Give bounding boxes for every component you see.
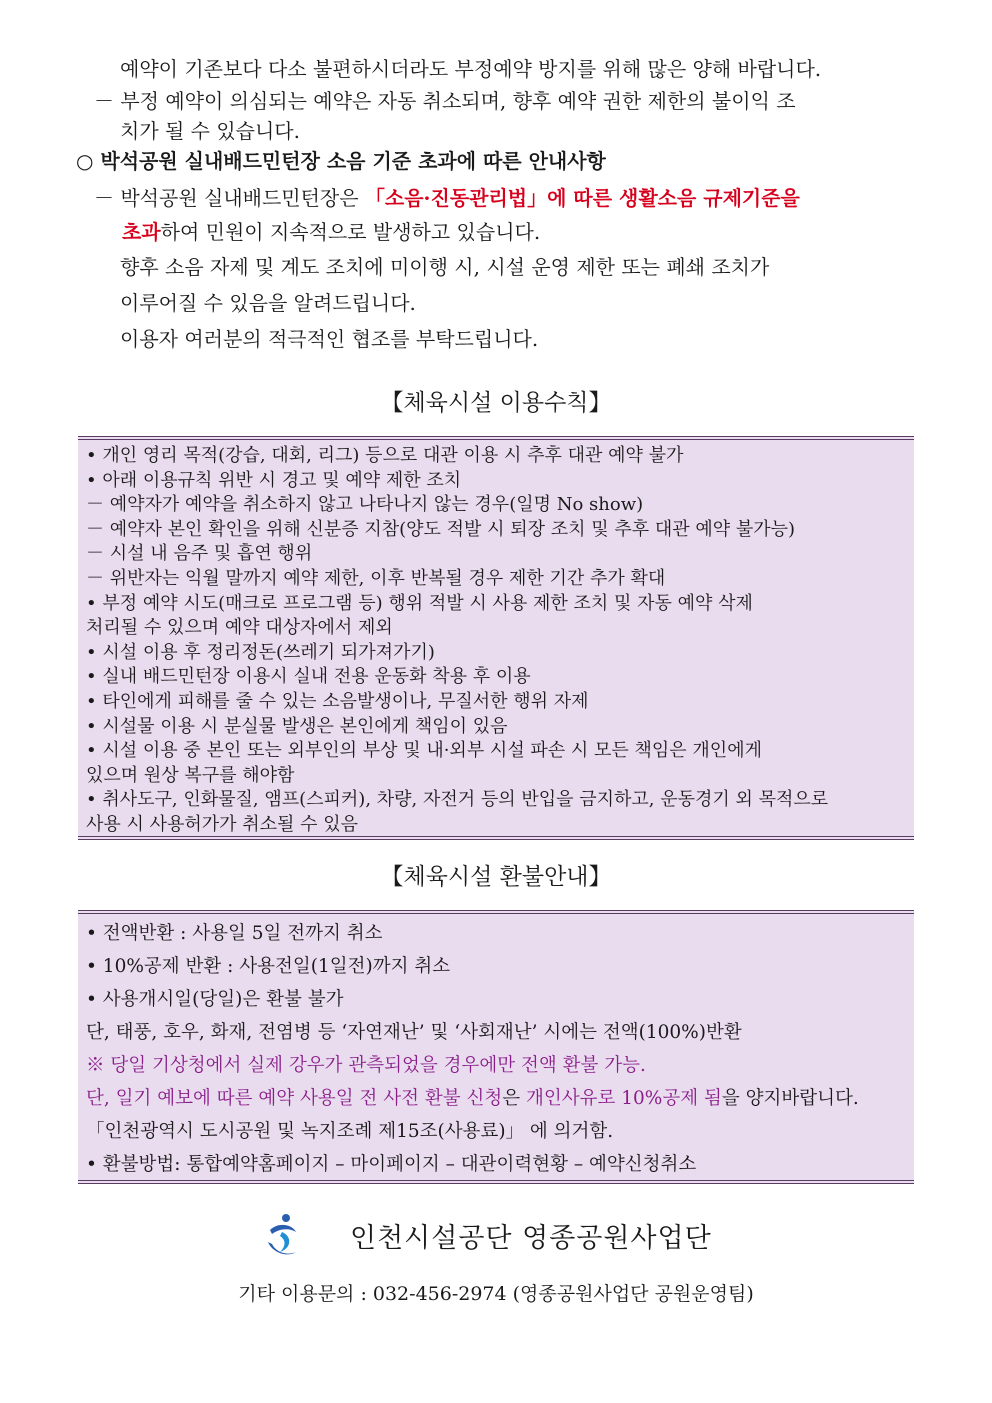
rule-item: • 시설물 이용 시 분실물 발생은 본인에게 책임이 있음 — [86, 715, 508, 737]
refund-ordinance: 「인천광역시 도시공원 및 녹지조례 제15조(사용료)」 에 의거함. — [86, 1121, 614, 1142]
rule-item: 사용 시 사용허가가 취소될 수 있음 — [86, 814, 359, 835]
rules-box — [78, 436, 914, 840]
rule-item: • 아래 이용규칙 위반 시 경고 및 예약 제한 조치 — [86, 469, 462, 491]
rule-item: － 위반자는 익월 말까지 예약 제한, 이후 반복될 경우 제한 기간 추가 확대 — [86, 568, 666, 589]
exceed-highlight: 초과 — [122, 220, 161, 244]
rule-item: • 시설 이용 후 정리정돈(쓰레기 되가져가기) — [86, 641, 435, 663]
refund-method: • 환불방법: 통합예약홈페이지 – 마이페이지 – 대관이력현황 – 예약신청취소 — [86, 1154, 697, 1175]
refund-title: 【체육시설 환불안내】 — [380, 864, 612, 890]
refund-box — [78, 910, 914, 1184]
noise-text: － 박석공원 실내배드민턴장은 — [94, 186, 365, 210]
forecast-mid: 은 — [502, 1088, 526, 1109]
refund-full: • 전액반환 : 사용일 5일 전까지 취소 — [86, 923, 383, 944]
rule-item: － 예약자 본인 확인을 위해 신분증 지참(양도 적발 시 퇴장 조치 및 추후 대관 예약 불가능) — [86, 518, 796, 540]
forecast-end: 을 양지바랍니다. — [721, 1088, 859, 1109]
rules-title: 【체육시설 이용수칙】 — [380, 390, 612, 416]
noise-paragraph-line-2 — [122, 219, 540, 245]
notice-line-3: 치가 될 수 있습니다. — [120, 119, 300, 143]
noise-law-highlight: 「소음·진동관리법」에 따른 생활소음 규제기준을 — [364, 186, 800, 210]
org-logo-icon — [262, 1212, 304, 1260]
rule-item: 있으며 원상 복구를 해야함 — [86, 764, 295, 786]
noise-text: 하여 민원이 지속적으로 발생하고 있습니다. — [160, 220, 541, 244]
noise-paragraph-line-3: 향후 소음 자제 및 계도 조치에 미이행 시, 시설 운영 제한 또는 폐쇄 조치가 — [120, 255, 770, 279]
refund-forecast-note — [86, 1087, 859, 1111]
rule-item: － 예약자가 예약을 취소하지 않고 나타나지 않는 경우(일명 No show) — [86, 494, 644, 516]
noise-paragraph-line-4: 이루어질 수 있음을 알려드립니다. — [120, 291, 416, 315]
org-name: 인천시설공단 영종공원사업단 — [350, 1223, 712, 1254]
rule-item: • 실내 배드민턴장 이용시 실내 전용 운동화 착용 후 이용 — [86, 666, 531, 688]
rule-item: • 취사도구, 인화물질, 앰프(스피커), 차량, 자전거 등의 반입을 금지하고, 운동경기 외 목적으로 — [86, 789, 829, 811]
notice-line-1: 예약이 기존보다 다소 불편하시더라도 부정예약 방지를 위해 많은 양해 바랍니다. — [120, 57, 822, 81]
rule-item: • 개인 영리 목적(강습, 대회, 리그) 등으로 대관 이용 시 추후 대관 예약 불가 — [86, 445, 684, 466]
noise-paragraph-line-1 — [94, 185, 800, 211]
refund-weather-note: ※ 당일 기상청에서 실제 강우가 관측되었을 경우에만 전액 환불 가능. — [86, 1055, 646, 1076]
notice-heading: ○ 박석공원 실내배드민턴장 소음 기준 초과에 따른 안내사항 — [76, 149, 606, 173]
refund-10pct: • 10%공제 반환 : 사용전일(1일전)까지 취소 — [86, 956, 451, 977]
contact-info: 기타 이용문의 : 032-456-2974 (영종공원사업단 공원운영팀) — [238, 1283, 754, 1305]
rule-item: 처리될 수 있으며 예약 대상자에서 제외 — [86, 617, 393, 639]
noise-paragraph-line-5: 이용자 여러분의 적극적인 협조를 부탁드립니다. — [120, 327, 539, 351]
rule-item: • 부정 예약 시도(매크로 프로그램 등) 행위 적발 시 사용 제한 조치 및 자동 예약 삭제 — [86, 592, 753, 614]
rule-item: － 시설 내 음주 및 흡연 행위 — [86, 543, 313, 565]
forecast-deduction: 개인사유로 10%공제 됨 — [526, 1088, 722, 1109]
forecast-text: 단, 일기 예보에 따른 예약 사용일 전 사전 환불 신청 — [86, 1088, 503, 1109]
rule-item: • 타인에게 피해를 줄 수 있는 소음발생이나, 무질서한 행위 자제 — [86, 691, 589, 712]
refund-disaster: 단, 태풍, 호우, 화재, 전염병 등 ‘자연재난’ 및 ‘사회재난’ 시에는 전액(100%)반환 — [86, 1022, 742, 1043]
refund-none: • 사용개시일(당일)은 환불 불가 — [86, 989, 344, 1010]
notice-line-2: － 부정 예약이 의심되는 예약은 자동 취소되며, 향후 예약 권한 제한의 불이익 조 — [94, 89, 796, 113]
rule-item: • 시설 이용 중 본인 또는 외부인의 부상 및 내·외부 시설 파손 시 모든 책임은 개인에게 — [86, 740, 762, 762]
